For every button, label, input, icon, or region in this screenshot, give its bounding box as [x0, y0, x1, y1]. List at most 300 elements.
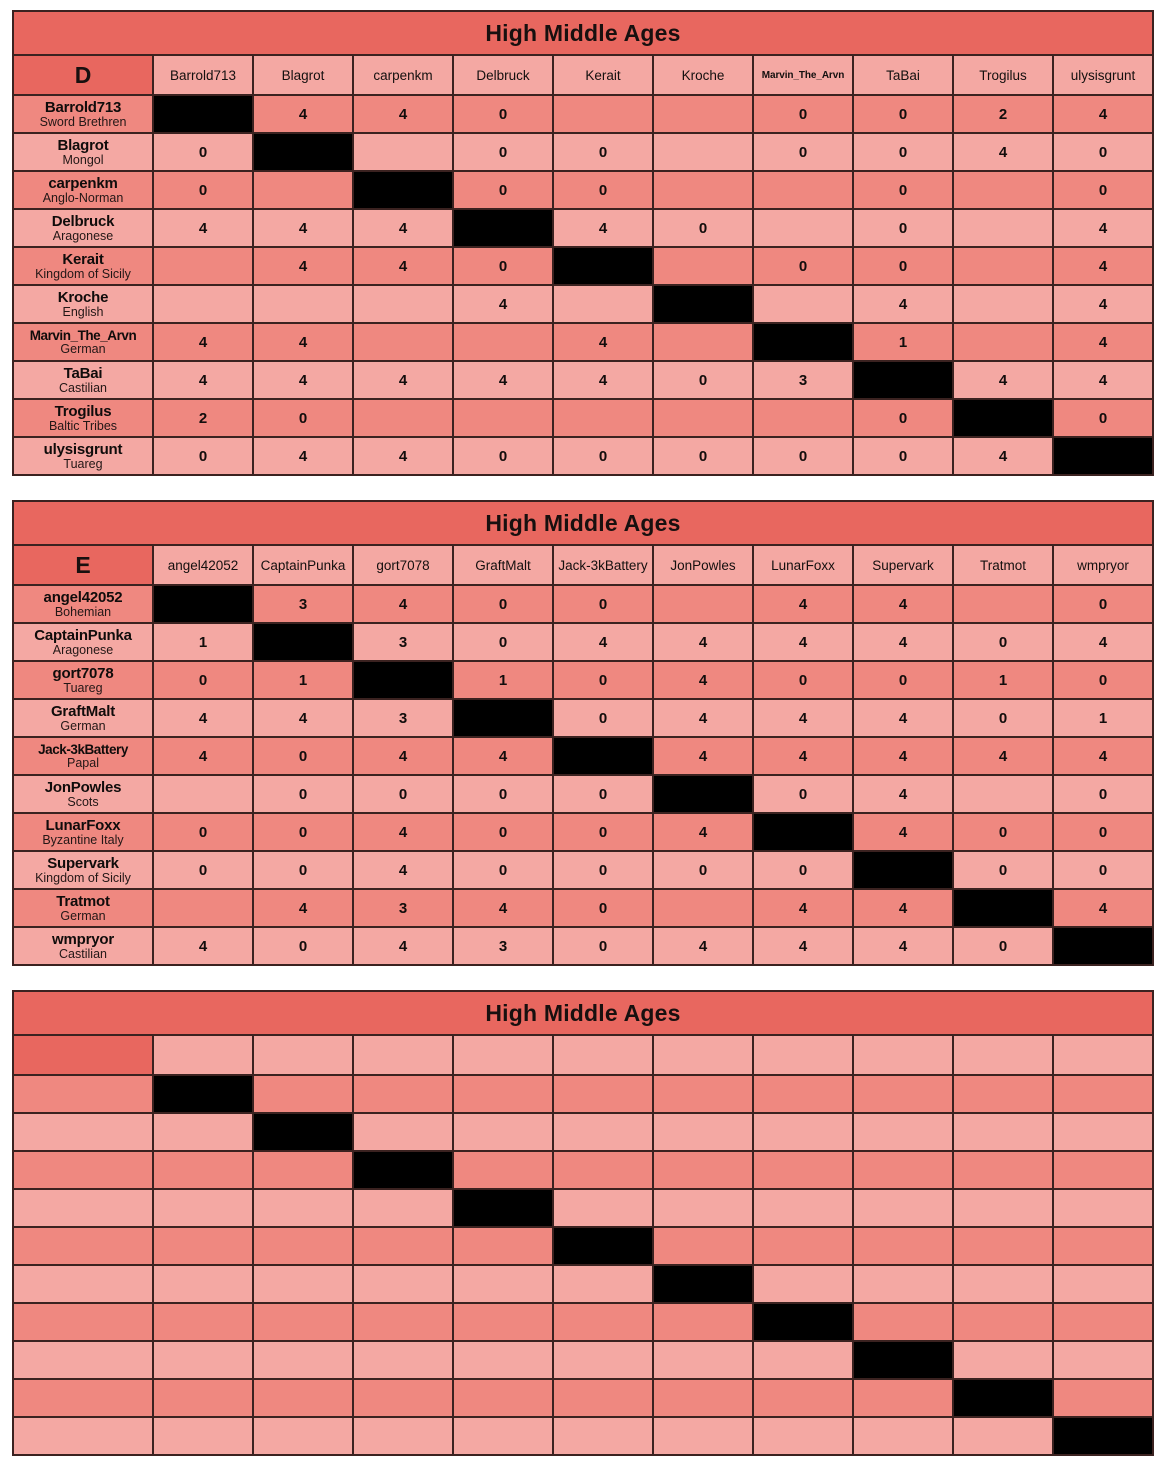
score-cell: [253, 1417, 353, 1455]
score-cell: [953, 285, 1053, 323]
score-cell: [253, 1303, 353, 1341]
score-cell: [453, 323, 553, 361]
score-cell: [553, 285, 653, 323]
table-row: [13, 285, 1153, 323]
diagonal-blocked-cell: [453, 699, 553, 737]
score-cell: 4: [253, 437, 353, 475]
score-cell: 4: [953, 361, 1053, 399]
score-cell: 4: [353, 851, 453, 889]
player-faction: German: [60, 718, 106, 733]
score-cell: 3: [353, 889, 453, 927]
diagonal-blocked-cell: [1053, 1417, 1153, 1455]
score-cell: 0: [153, 813, 253, 851]
score-cell: 0: [953, 813, 1053, 851]
table-row: [13, 1379, 1153, 1417]
score-cell: [553, 1151, 653, 1189]
score-cell: 1: [453, 661, 553, 699]
score-cell: 1: [953, 661, 1053, 699]
player-faction: English: [62, 304, 104, 319]
table-row: [13, 133, 1153, 171]
table-row: [13, 737, 1153, 775]
score-cell: [253, 1341, 353, 1379]
player-row-header: [13, 1227, 153, 1265]
score-cell: [653, 1417, 753, 1455]
player-row-header: [13, 399, 153, 437]
diagonal-blocked-cell: [953, 399, 1053, 437]
score-cell: [753, 1151, 853, 1189]
player-row-header: [13, 133, 153, 171]
player-row-header: [13, 361, 153, 399]
score-cell: 4: [753, 737, 853, 775]
player-row-header: [13, 889, 153, 927]
group-label: [13, 1035, 153, 1075]
column-header: ulysisgrunt: [1053, 55, 1153, 95]
player-name: TaBai: [63, 364, 103, 382]
table-row: [13, 1151, 1153, 1189]
score-cell: 0: [853, 399, 953, 437]
score-cell: 4: [853, 737, 953, 775]
tournament-title: High Middle Ages: [13, 11, 1153, 55]
score-cell: [953, 1151, 1053, 1189]
player-faction: Papal: [67, 756, 99, 770]
table-row: [13, 1341, 1153, 1379]
score-cell: 1: [153, 623, 253, 661]
player-row-header: [13, 661, 153, 699]
player-faction: Kingdom of Sicily: [35, 266, 131, 281]
player-row-header: [13, 1151, 153, 1189]
diagonal-blocked-cell: [253, 1113, 353, 1151]
diagonal-blocked-cell: [353, 661, 453, 699]
score-cell: [653, 171, 753, 209]
table-row: [13, 171, 1153, 209]
score-cell: [953, 1265, 1053, 1303]
diagonal-blocked-cell: [153, 1075, 253, 1113]
score-cell: [753, 209, 853, 247]
table-row: [13, 399, 1153, 437]
diagonal-blocked-cell: [453, 1189, 553, 1227]
score-cell: 0: [853, 247, 953, 285]
score-cell: [453, 1303, 553, 1341]
player-row-header: [13, 699, 153, 737]
player-faction: Baltic Tribes: [48, 418, 118, 433]
score-cell: [753, 285, 853, 323]
score-cell: [953, 775, 1053, 813]
player-name: angel42052: [43, 588, 123, 606]
score-cell: 0: [653, 437, 753, 475]
score-cell: [753, 1379, 853, 1417]
score-cell: [653, 323, 753, 361]
score-cell: 4: [253, 699, 353, 737]
score-cell: [753, 1417, 853, 1455]
group-label: D: [13, 55, 153, 95]
player-name: LunarFoxx: [45, 816, 121, 834]
score-cell: [353, 1227, 453, 1265]
score-cell: 4: [953, 737, 1053, 775]
score-cell: 4: [253, 889, 353, 927]
player-row-header: [13, 1075, 153, 1113]
score-cell: [653, 889, 753, 927]
column-header: Kerait: [553, 55, 653, 95]
title-row: [13, 501, 1153, 545]
score-cell: 0: [1053, 399, 1153, 437]
score-cell: 0: [553, 437, 653, 475]
score-cell: 4: [253, 361, 353, 399]
score-cell: 4: [353, 737, 453, 775]
score-cell: 4: [853, 585, 953, 623]
player-name: Kroche: [57, 288, 109, 306]
score-cell: 0: [253, 775, 353, 813]
score-cell: [553, 1265, 653, 1303]
score-cell: 1: [853, 323, 953, 361]
score-cell: [353, 1379, 453, 1417]
score-cell: [153, 1303, 253, 1341]
diagonal-blocked-cell: [953, 889, 1053, 927]
table-row: [13, 585, 1153, 623]
player-faction: Aragonese: [52, 642, 114, 657]
score-cell: [353, 1265, 453, 1303]
player-faction: Castilian: [59, 946, 107, 961]
score-cell: [153, 1151, 253, 1189]
score-cell: 0: [1053, 775, 1153, 813]
diagonal-blocked-cell: [553, 737, 653, 775]
score-cell: 4: [1053, 209, 1153, 247]
score-cell: 0: [453, 585, 553, 623]
score-cell: 4: [1053, 247, 1153, 285]
player-row-header: [13, 1417, 153, 1455]
score-cell: [653, 399, 753, 437]
score-cell: [753, 1189, 853, 1227]
score-cell: 4: [753, 699, 853, 737]
score-cell: [253, 1227, 353, 1265]
player-faction: German: [60, 342, 106, 356]
column-header: [753, 1035, 853, 1075]
score-cell: [953, 209, 1053, 247]
score-cell: 4: [353, 927, 453, 965]
column-header: Jack-3kBattery: [553, 545, 653, 585]
score-cell: [253, 1075, 353, 1113]
group-label: E: [13, 545, 153, 585]
score-cell: 0: [753, 133, 853, 171]
table-row: [13, 889, 1153, 927]
diagonal-blocked-cell: [153, 95, 253, 133]
score-cell: [153, 1113, 253, 1151]
score-cell: [653, 1227, 753, 1265]
score-cell: 2: [153, 399, 253, 437]
score-cell: [853, 1417, 953, 1455]
score-cell: [1053, 1075, 1153, 1113]
table-row: [13, 623, 1153, 661]
score-cell: 4: [153, 361, 253, 399]
player-row-header: [13, 927, 153, 965]
table-row: [13, 927, 1153, 965]
score-cell: [1053, 1189, 1153, 1227]
score-cell: [753, 1265, 853, 1303]
player-row-header: [13, 1341, 153, 1379]
table-row: [13, 361, 1153, 399]
score-cell: 0: [553, 927, 653, 965]
player-name: Tratmot: [56, 892, 110, 910]
score-cell: [653, 1379, 753, 1417]
player-faction: Sword Brethren: [39, 114, 127, 129]
player-name: Delbruck: [51, 212, 115, 230]
player-row-header: [13, 285, 153, 323]
score-cell: 4: [1053, 361, 1153, 399]
score-cell: 0: [553, 133, 653, 171]
score-cell: [853, 1227, 953, 1265]
score-cell: 0: [153, 851, 253, 889]
score-cell: 0: [1053, 585, 1153, 623]
score-cell: 4: [653, 813, 753, 851]
score-cell: [953, 1113, 1053, 1151]
score-cell: 0: [153, 661, 253, 699]
score-cell: 0: [253, 851, 353, 889]
score-cell: 0: [553, 889, 653, 927]
player-name: Blagrot: [57, 136, 109, 154]
diagonal-blocked-cell: [553, 247, 653, 285]
score-cell: [553, 399, 653, 437]
diagonal-blocked-cell: [853, 1341, 953, 1379]
diagonal-blocked-cell: [653, 285, 753, 323]
score-cell: [453, 1075, 553, 1113]
player-name: CaptainPunka: [34, 626, 132, 644]
score-cell: [353, 1303, 453, 1341]
player-row-header: [13, 1303, 153, 1341]
score-cell: 4: [153, 323, 253, 361]
score-cell: 0: [553, 585, 653, 623]
score-cell: 4: [153, 209, 253, 247]
score-cell: [553, 1341, 653, 1379]
score-cell: [353, 1113, 453, 1151]
score-cell: [753, 1075, 853, 1113]
score-cell: [1053, 1379, 1153, 1417]
player-name: Trogilus: [54, 402, 112, 420]
score-cell: [953, 1227, 1053, 1265]
player-faction: Anglo-Norman: [42, 190, 124, 205]
player-faction: Byzantine Italy: [42, 832, 124, 847]
score-cell: [453, 1113, 553, 1151]
diagonal-blocked-cell: [253, 623, 353, 661]
player-name: wmpryor: [52, 930, 114, 948]
score-cell: 4: [1053, 737, 1153, 775]
player-name: Barrold713: [44, 98, 122, 116]
table-row: [13, 851, 1153, 889]
score-cell: [153, 889, 253, 927]
player-faction: Aragonese: [52, 228, 114, 243]
player-row-header: [13, 247, 153, 285]
score-cell: 0: [353, 775, 453, 813]
score-cell: 4: [453, 285, 553, 323]
score-cell: 4: [753, 889, 853, 927]
player-faction: Mongol: [62, 152, 104, 167]
score-cell: 0: [653, 361, 753, 399]
score-cell: 0: [953, 699, 1053, 737]
score-cell: 4: [353, 585, 453, 623]
table-row: [13, 1303, 1153, 1341]
score-cell: 0: [753, 247, 853, 285]
table-row: [13, 1417, 1153, 1455]
score-cell: [353, 399, 453, 437]
player-name: Supervark: [47, 854, 119, 872]
column-header: Delbruck: [453, 55, 553, 95]
player-name: JonPowles: [44, 778, 122, 796]
title-row: [13, 991, 1153, 1035]
score-cell: 0: [853, 95, 953, 133]
score-cell: 4: [853, 813, 953, 851]
score-cell: [1053, 1113, 1153, 1151]
diagonal-blocked-cell: [853, 361, 953, 399]
score-cell: 4: [353, 437, 453, 475]
score-cell: [453, 1341, 553, 1379]
column-header: Marvin_The_Arvn: [753, 55, 853, 95]
score-cell: [253, 1189, 353, 1227]
column-header: [453, 1035, 553, 1075]
score-cell: 4: [353, 95, 453, 133]
column-header: Kroche: [653, 55, 753, 95]
score-cell: [353, 1189, 453, 1227]
column-header: [253, 1035, 353, 1075]
score-cell: [653, 1303, 753, 1341]
score-cell: 0: [253, 737, 353, 775]
score-cell: [453, 399, 553, 437]
score-cell: [853, 1075, 953, 1113]
table-row: [13, 209, 1153, 247]
column-header-row: [13, 1035, 1153, 1075]
score-cell: [953, 1303, 1053, 1341]
score-cell: 0: [553, 775, 653, 813]
score-cell: [453, 1265, 553, 1303]
player-row-header: [13, 775, 153, 813]
score-cell: [253, 1151, 353, 1189]
score-cell: 4: [953, 437, 1053, 475]
column-header: [953, 1035, 1053, 1075]
score-cell: [153, 1379, 253, 1417]
score-cell: 4: [853, 285, 953, 323]
score-cell: 3: [253, 585, 353, 623]
score-cell: [353, 1341, 453, 1379]
results-matrix: [12, 990, 1154, 1456]
score-cell: [553, 1303, 653, 1341]
table-row: [13, 1113, 1153, 1151]
score-cell: 0: [753, 851, 853, 889]
score-cell: [953, 323, 1053, 361]
score-cell: 0: [1053, 661, 1153, 699]
player-name: carpenkm: [48, 174, 118, 192]
column-header: Supervark: [853, 545, 953, 585]
score-cell: 0: [853, 133, 953, 171]
score-cell: 0: [653, 851, 753, 889]
score-cell: 3: [353, 699, 453, 737]
tournament-block: [12, 990, 1153, 1456]
diagonal-blocked-cell: [753, 323, 853, 361]
table-row: [13, 1075, 1153, 1113]
score-cell: 4: [953, 133, 1053, 171]
score-cell: 0: [653, 209, 753, 247]
score-cell: 4: [253, 247, 353, 285]
score-cell: [653, 585, 753, 623]
player-name: Jack-3kBattery: [38, 741, 128, 757]
score-cell: 4: [653, 737, 753, 775]
score-cell: 0: [1053, 813, 1153, 851]
diagonal-blocked-cell: [253, 133, 353, 171]
score-cell: 4: [853, 699, 953, 737]
score-cell: 4: [1053, 95, 1153, 133]
column-header: Tratmot: [953, 545, 1053, 585]
score-cell: 4: [353, 361, 453, 399]
score-cell: 0: [753, 437, 853, 475]
table-row: [13, 699, 1153, 737]
column-header: Barrold713: [153, 55, 253, 95]
score-cell: 4: [853, 775, 953, 813]
score-cell: [553, 1075, 653, 1113]
score-cell: [653, 95, 753, 133]
player-name: Kerait: [62, 250, 104, 268]
column-header-row: [13, 545, 1153, 585]
score-cell: 0: [453, 623, 553, 661]
player-row-header: [13, 323, 153, 361]
score-cell: 4: [753, 927, 853, 965]
player-faction: German: [60, 908, 106, 923]
player-faction: Tuareg: [63, 680, 103, 695]
column-header: LunarFoxx: [753, 545, 853, 585]
score-cell: [853, 1189, 953, 1227]
table-row: [13, 1227, 1153, 1265]
column-header: TaBai: [853, 55, 953, 95]
column-header: [153, 1035, 253, 1075]
score-cell: 0: [453, 775, 553, 813]
table-row: [13, 323, 1153, 361]
player-faction: Tuareg: [63, 456, 103, 471]
score-cell: [853, 1113, 953, 1151]
score-cell: 0: [453, 171, 553, 209]
column-header: [1053, 1035, 1153, 1075]
column-header: [853, 1035, 953, 1075]
diagonal-blocked-cell: [753, 1303, 853, 1341]
score-cell: [153, 775, 253, 813]
player-faction: Kingdom of Sicily: [35, 870, 131, 885]
score-cell: 0: [853, 661, 953, 699]
score-cell: 4: [253, 323, 353, 361]
player-faction: Scots: [67, 794, 99, 809]
diagonal-blocked-cell: [753, 813, 853, 851]
score-cell: [1053, 1303, 1153, 1341]
column-header: angel42052: [153, 545, 253, 585]
player-row-header: [13, 585, 153, 623]
table-row: [13, 1189, 1153, 1227]
score-cell: 0: [453, 813, 553, 851]
table-row: [13, 247, 1153, 285]
score-cell: [253, 1265, 353, 1303]
score-cell: 4: [653, 661, 753, 699]
score-cell: 0: [1053, 133, 1153, 171]
score-cell: 4: [453, 361, 553, 399]
table-row: [13, 1265, 1153, 1303]
score-cell: [353, 1417, 453, 1455]
score-cell: 4: [253, 95, 353, 133]
player-row-header: [13, 1113, 153, 1151]
score-cell: [553, 1189, 653, 1227]
diagonal-blocked-cell: [953, 1379, 1053, 1417]
results-matrix: [12, 500, 1154, 966]
diagonal-blocked-cell: [353, 171, 453, 209]
score-cell: [753, 1227, 853, 1265]
tournament-title: High Middle Ages: [13, 501, 1153, 545]
score-cell: 4: [1053, 323, 1153, 361]
score-cell: 0: [153, 133, 253, 171]
column-header: [353, 1035, 453, 1075]
column-header: gort7078: [353, 545, 453, 585]
column-header: carpenkm: [353, 55, 453, 95]
score-cell: 0: [553, 813, 653, 851]
